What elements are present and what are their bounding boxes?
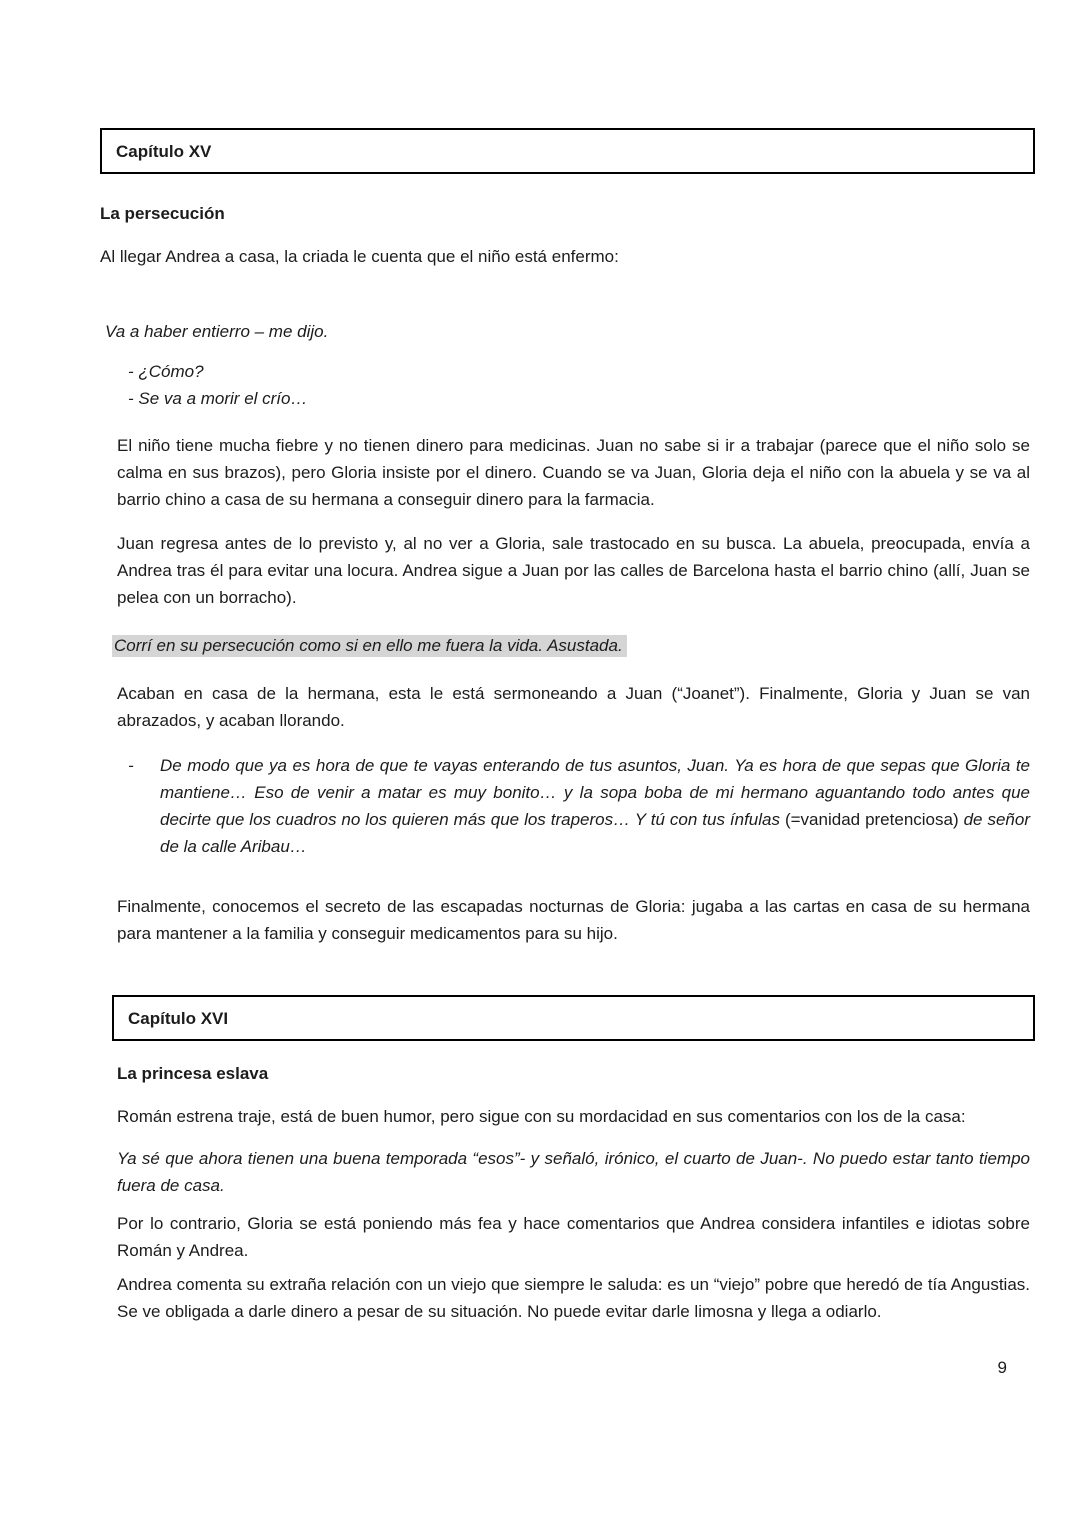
- paragraph-acaban: Acaban en casa de la hermana, esta le está sermoneando a Juan (“Joanet”). Finalmente, Gloria y Juan se van abrazados, y acaban llorando.: [117, 684, 1030, 730]
- highlighted-quote-row: [112, 632, 1030, 659]
- page-number: 9: [997, 1358, 1007, 1377]
- section-title-la-princesa-eslava: La princesa eslava: [117, 1064, 269, 1083]
- block-quote-italic-1: De modo que ya es hora de que te vayas enterando de tus asuntos, Juan. Ya es hora de que sepas que Gloria te mantiene… Eso de venir a matar es muy bonito… y la sopa boba de mi hermano aguantando todo antes que decirte que los cuadros no los quieren más que los traperos… Y tú con tus ínfulas: [160, 756, 1030, 829]
- chapter-xvi-title: Capítulo XVI: [128, 1009, 229, 1028]
- block-quote-de-modo: [128, 752, 1030, 860]
- quote-ya-se: Ya sé que ahora tienen una buena temporada “esos”- y señaló, irónico, el cuarto de Juan-. No puedo estar tanto tiempo fuera de casa.: [117, 1149, 1030, 1195]
- block-quote-upright: (=vanidad pretenciosa): [784, 810, 959, 829]
- chapter-xv-title: Capítulo XV: [116, 142, 212, 161]
- section-title-la-persecucion: La persecución: [100, 204, 225, 223]
- block-quote-italic-2: de señor de la calle Aribau…: [160, 810, 1030, 856]
- dialogue-lines: [128, 358, 1035, 412]
- chapter-xvi-box: [112, 995, 1035, 1041]
- paragraph-por-lo-contrario: Por lo contrario, Gloria se está poniendo más fea y hace comentarios que Andrea considera infantiles e idiotas sobre Román y Andrea.: [117, 1214, 1030, 1260]
- dialogue-line-morir: - Se va a morir el crío…: [128, 389, 308, 408]
- highlighted-quote: Corrí en su persecución como si en ello me fuera la vida. Asustada.: [112, 635, 627, 657]
- paragraph-el-nino: El niño tiene mucha fiebre y no tienen dinero para medicinas. Juan no sabe si ir a trabajar (parece que el niño solo se calma en sus brazos), pero Gloria insiste por el dinero. Cuando se va Juan, Gloria deja el niño con la abuela y se va al barrio chino a casa de su hermana a conseguir dinero para la farmacia.: [117, 436, 1030, 509]
- chapter-xv-box: [100, 128, 1035, 174]
- dialogue-line-como: - ¿Cómo?: [128, 362, 204, 381]
- block-quote-dash: -: [128, 756, 134, 775]
- paragraph-finalmente: Finalmente, conocemos el secreto de las escapadas nocturnas de Gloria: jugaba a las cartas en casa de su hermana para mantener a la familia y conseguir medicamentos para su hijo.: [117, 897, 1030, 943]
- block-quote-text: [160, 752, 1030, 860]
- paragraph-roman: Román estrena traje, está de buen humor, pero sigue con su mordacidad en sus comentarios con los de la casa:: [117, 1107, 966, 1126]
- quote-entierro: Va a haber entierro – me dijo.: [105, 322, 329, 341]
- paragraph-juan-regresa: Juan regresa antes de lo previsto y, al no ver a Gloria, sale trastocado en su busca. La abuela, preocupada, envía a Andrea tras él para evitar una locura. Andrea sigue a Juan por las calles de Barcelona hasta el barrio chino (allí, Juan se pelea con un borracho).: [117, 534, 1030, 607]
- paragraph-andrea-viejo: Andrea comenta su extraña relación con un viejo que siempre le saluda: es un “viejo” pobre que heredó de tía Angustias. Se ve obligada a darle dinero a pesar de su situación. No puede evitar darle limosna y llega a odiarlo.: [117, 1275, 1030, 1321]
- intro-paragraph: Al llegar Andrea a casa, la criada le cuenta que el niño está enfermo:: [100, 247, 619, 266]
